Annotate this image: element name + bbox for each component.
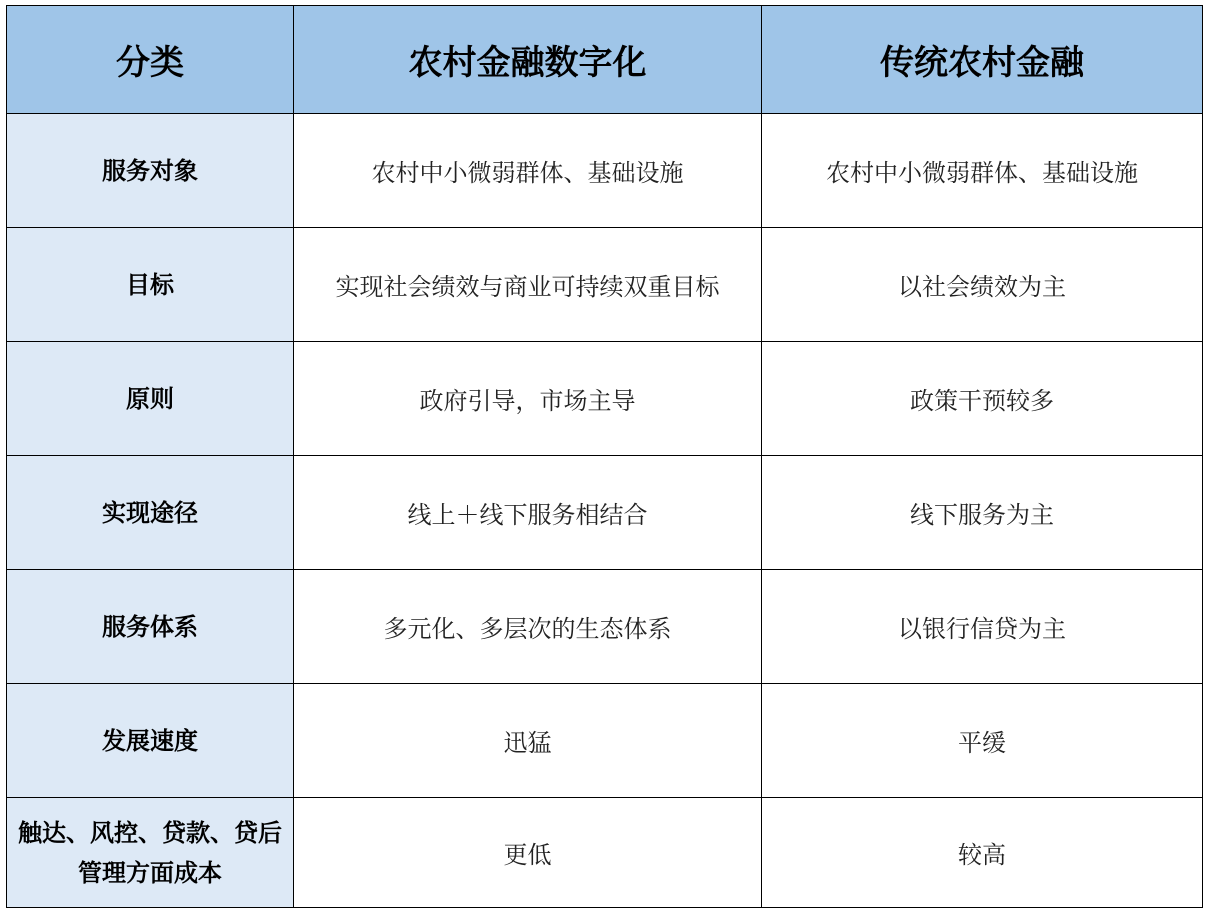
row-traditional-value: 以社会绩效为主 xyxy=(762,228,1203,342)
row-digital-value: 农村中小微弱群体、基础设施 xyxy=(294,114,762,228)
row-digital-value: 迅猛 xyxy=(294,684,762,798)
table-row xyxy=(7,228,1203,342)
row-category: 实现途径 xyxy=(7,456,294,570)
table-row xyxy=(7,114,1203,228)
row-digital-value: 实现社会绩效与商业可持续双重目标 xyxy=(294,228,762,342)
header-row xyxy=(7,6,1203,114)
header-category: 分类 xyxy=(7,6,294,114)
comparison-table xyxy=(6,5,1203,908)
row-category: 服务体系 xyxy=(7,570,294,684)
row-traditional-value: 农村中小微弱群体、基础设施 xyxy=(762,114,1203,228)
row-traditional-value: 政策干预较多 xyxy=(762,342,1203,456)
row-digital-value: 政府引导，市场主导 xyxy=(294,342,762,456)
table-row xyxy=(7,342,1203,456)
row-traditional-value: 平缓 xyxy=(762,684,1203,798)
row-digital-value: 更低 xyxy=(294,798,762,908)
row-digital-value: 多元化、多层次的生态体系 xyxy=(294,570,762,684)
header-traditional-finance: 传统农村金融 xyxy=(762,6,1203,114)
row-category: 服务对象 xyxy=(7,114,294,228)
table-row xyxy=(7,570,1203,684)
row-category: 发展速度 xyxy=(7,684,294,798)
row-traditional-value: 以银行信贷为主 xyxy=(762,570,1203,684)
row-traditional-value: 线下服务为主 xyxy=(762,456,1203,570)
table-row xyxy=(7,684,1203,798)
table-row xyxy=(7,456,1203,570)
row-category: 目标 xyxy=(7,228,294,342)
row-digital-value: 线上＋线下服务相结合 xyxy=(294,456,762,570)
header-digital-finance: 农村金融数字化 xyxy=(294,6,762,114)
row-category: 原则 xyxy=(7,342,294,456)
row-category: 触达、风控、贷款、贷后管理方面成本 xyxy=(7,798,294,908)
table-row xyxy=(7,798,1203,908)
row-traditional-value: 较高 xyxy=(762,798,1203,908)
